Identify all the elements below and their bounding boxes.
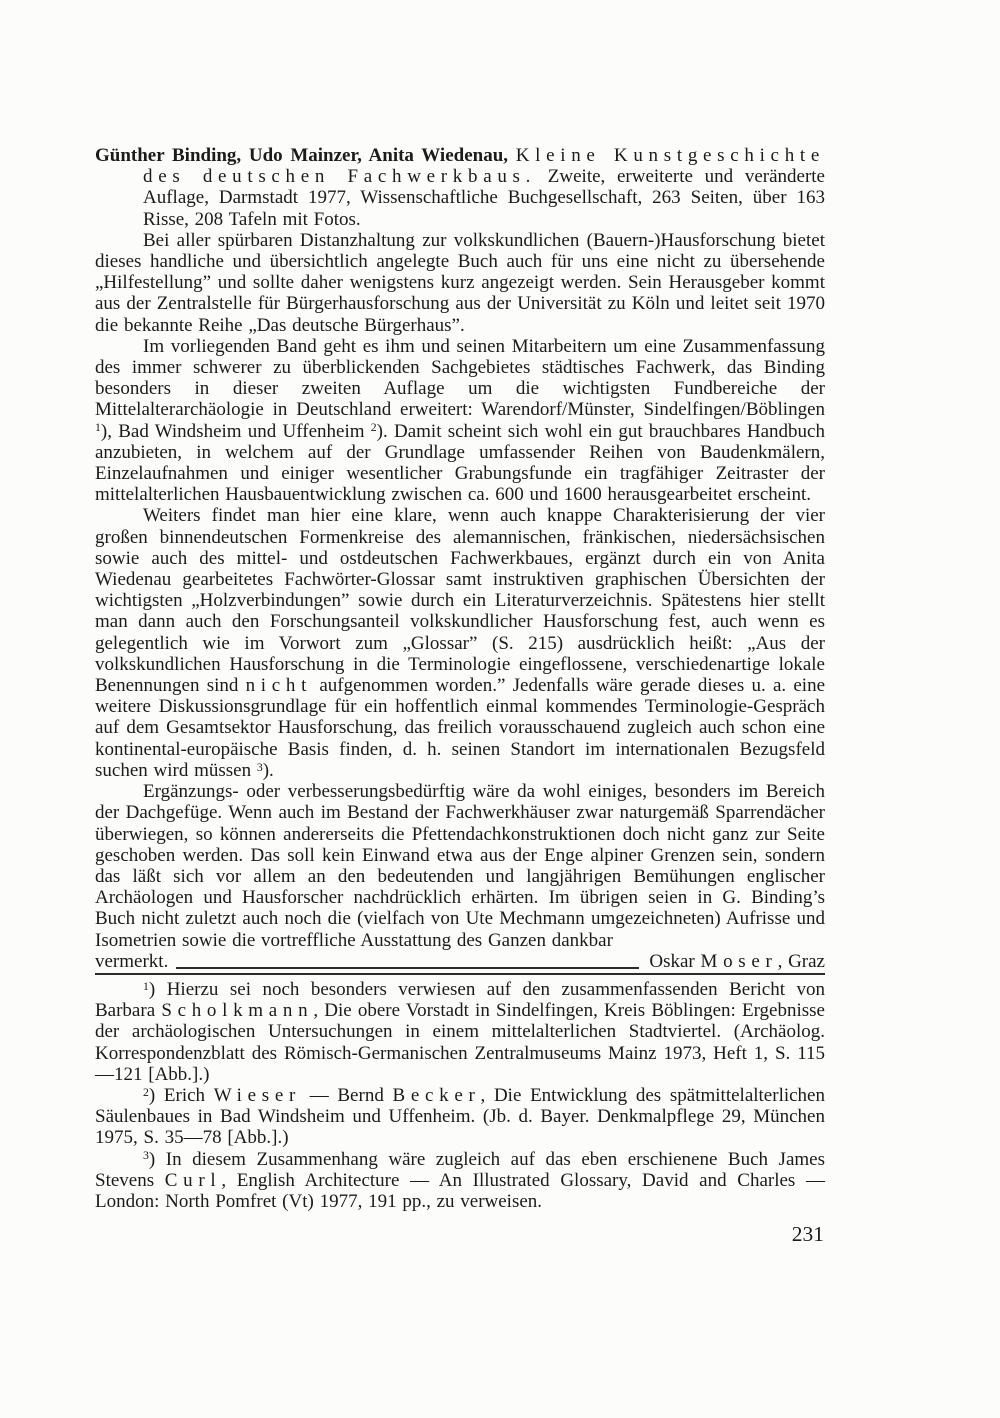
text-segment: Wieser [213,1084,301,1106]
footnote-1 [95,979,825,1085]
text-segment: ) In diesem Zusammenhang wäre zugleich auf das eben erschienene Buch James Stevens [95,1148,825,1191]
review-paragraph-4 [95,781,825,951]
text-segment: Günther Binding, Udo Mainzer, Anita Wiedenau, [95,145,516,166]
review-paragraph-1 [95,230,825,336]
text-segment: ). Damit scheint sich wohl ein gut brauchbares Handbuch anzubieten, in welchem auf der Grundlage umfassender Reihen von Baudenkmälern, Einzelaufnahmen und einiger wesentlicher Grabungsfunde ein tragfähiger Zeitraster der mittelalterlichen Hausbauentwicklung zwischen ca. 600 und 1600 herausgearbeitet erscheint. [95,420,825,506]
footnote-marker: 2 [370,421,377,435]
footnote-2 [95,1085,825,1149]
text-segment: Im vorliegenden Band geht es ihm und seinen Mitarbeitern um eine Zusammenfassung des immer schwerer zu überblickenden Sachgebietes städtisches Fachwerk, das Binding besonders in dieser zweiten Auflage um die wichtigsten Fundbereiche der Mittelalterarchäologie in Deutschland erweitert: Warendorf/Münster, Sindelfingen/Böblingen [95,335,825,421]
text-segment: nicht [245,675,313,697]
closing-word: vermerkt. [95,950,169,972]
text-segment: Zweite, erweiterte und veränderte Auflage, Darmstadt 1977, Wissenschaftliche Buchgesellschaft, 263 Seiten, über 163 Risse, 208 Tafeln mit Fotos. [143,166,825,230]
text-segment: Ergänzungs- oder verbesserungsbedürftig wäre da wohl einiges, besonders im Bereich der Dachgefüge. Wenn auch im Bestand der Fachwerkhäuser zwar naturgemäß Sparrendächer überwiegen, so können andererseits die Pfettendachkonstruktionen doch nicht ganz zur Seite geschoben werden. Das soll kein Einwand etwa aus der Enge alpiner Grenzen sein, sondern das läßt sich vor allem an den bedeutenden und langjährigen Bemühungen englischer Archäologen und Hausforscher nachdrücklich erhärten. Im übrigen seien in G. Binding’s Buch nicht zuletzt auch noch die (vielfach von Ute Mechmann umgezeichneten) Aufrisse und Isometrien sowie die vortreffliche Ausstattung des Ganzen dankbar [95,781,825,951]
text-segment: , Graz [777,950,825,972]
signature-rule [176,966,639,969]
reviewer-signature [649,951,825,972]
text-segment: , Die obere Vorstadt in Sindelfingen, Kreis Böblingen: Ergebnisse der archäologischen Untersuchungen in einem mittelalterlichen Stadtviertel. (Archäolog. Korrespondenzblatt des Römisch-Germanischen Zentralmuseums Mainz 1973, Heft 1, S. 115—121 [Abb.].) [95,1000,825,1085]
bibliographic-entry-heading [95,145,825,230]
text-segment: — Bernd [301,1084,393,1106]
text-segment: Weiters findet man hier eine klare, wenn auch knappe Charakterisierung der vier großen binnendeutschen Formenkreise des alemannischen, fränkischen, niedersächsischen sowie auch des mittel- und ostdeutschen Fachwerkbaues, ergänzt durch ein von Anita Wiedenau gearbeitetes Fachwörter-Glossar samt instruktiven graphischen Übersichten der wichtigsten „Holzverbindungen” sowie durch ein Literaturverzeichnis. Spätestens hier stellt man dann auch den Forschungsanteil volkskundlicher Hausforschung fest, auch wenn es gelegentlich wie im Vorwort zum „Glossar” (S. 215) ausdrücklich heißt: „Aus der volkskundlichen Hausforschung in die Terminologie eingeflossene, verschiedenartige lokale Benennungen sind [95,505,825,697]
text-segment: Bei aller spürbaren Distanzhaltung zur volkskundlichen (Bauern-)Hausforschung bietet dieses handliche und übersichtlich angelegte Buch auch für uns eine nicht zu übersehende „Hilfestellung” und sollte daher wenigstens kurz angezeigt werden. Sein Herausgeber kommt aus der Zentralstelle für Bürgerhausforschung aus der Universität zu Köln und leitet seit 1970 die bekannte Reihe „Das deutsche Bürgerhaus”. [95,229,825,336]
text-segment: aufgenommen worden.” Jedenfalls wäre gerade dieses u. a. eine weitere Diskussionsgrundlage für ein hoffentlich einmal kommendes Terminologie-Gespräch auf dem Gesamtsektor Hausforschung, das freilich vorausschauend zugleich auch schon eine kontinental-europäische Basis finden, d. h. seinen Standort im internationalen Bezugsfeld suchen wird müssen [95,675,826,781]
text-segment: ). [262,759,274,781]
text-segment: ) Hierzu sei noch besonders verwiesen auf den zusammenfassenden Bericht von Barbara [95,978,825,1022]
footnote-marker: 3 [143,1149,149,1163]
footnote-marker: 1 [95,421,101,435]
review-paragraph-2 [95,336,825,506]
footnote-3 [95,1149,825,1213]
footnote-marker: 1 [143,979,149,993]
text-segment: ) Erich [148,1084,214,1106]
signature-row [95,951,825,972]
text-segment: Oskar [649,950,701,972]
text-segment: ), Bad Windsheim und Uffenheim [100,420,371,442]
text-segment: , Die Entwicklung des spätmittelalterlichen Säulenbaues in Bad Windsheim und Uffenheim. (Jb. d. Bayer. Denkmalpflege 29, München 1975, S. 35—78 [Abb.].) [95,1084,825,1149]
text-segment: Scholkmann [161,1000,314,1022]
footnote-marker: 3 [256,760,263,774]
page-number: 231 [791,1222,824,1247]
text-segment: Becker [392,1084,481,1106]
review-paragraph-3 [95,505,825,781]
text-segment: , English Architecture — An Illustrated Glossary, David and Charles — London: North Pomfret (Vt) 1977, 191 pp., zu verweisen. [95,1169,825,1212]
text-segment: Moser [700,950,778,972]
text-column [95,145,825,1245]
footnote-separator-rule [95,973,825,975]
text-segment: Curl [164,1169,222,1191]
footnote-marker: 2 [143,1085,149,1099]
text-segment: Kleine Kunstgeschichte des deutschen Fachwerkbaus. [143,145,826,188]
